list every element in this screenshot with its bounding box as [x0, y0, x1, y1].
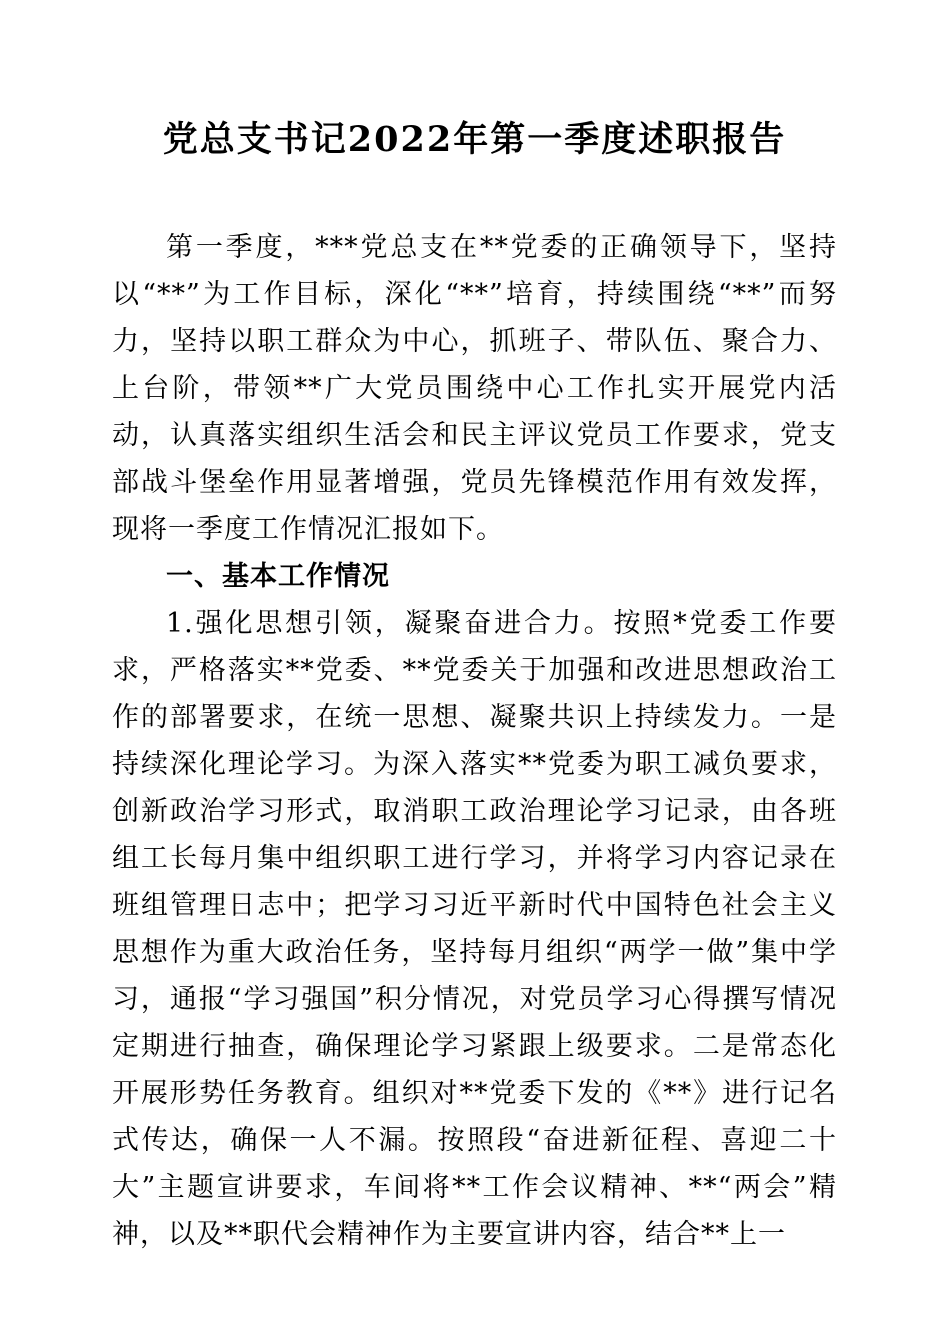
document-title: 党总支书记2022年第一季度述职报告 — [162, 119, 787, 160]
section-heading-basic-work: 一、基本工作情况 — [166, 560, 390, 592]
paragraph-intro: 第一季度，***党总支在**党委的正确领导下，坚持以“**”为工作目标，深化“**”培育，持续围绕“**”而努力，坚持以职工群众为中心，抓班子、带队伍、聚合力、上台阶，带领**广大党员围绕中心工作扎实开展党内活动，认真落实组织生活会和民主评议党员工作要求，党支部战斗堡垒作用显著增强，党员先锋模范作用有效发挥，现将一季度工作情况汇报如下。 — [112, 231, 837, 545]
paragraph-body-1: 1.强化思想引领，凝聚奋进合力。按照*党委工作要求，严格落实**党委、**党委关于加强和改进思想政治工作的部署要求，在统一思想、凝聚共识上持续发力。一是持续深化理论学习。为深入落实**党委为职工减负要求，创新政治学习形式，取消职工政治理论学习记录，由各班组工长每月集中组织职工进行学习，并将学习内容记录在班组管理日志中；把学习习近平新时代中国特色社会主义思想作为重大政治任务，坚持每月组织“两学一做”集中学习，通报“学习强国”积分情况，对党员学习心得撰写情况定期进行抽查，确保理论学习紧跟上级要求。二是常态化开展形势任务教育。组织对**党委下发的《**》进行记名式传达，确保一人不漏。按照段“奋进新征程、喜迎二十大”主题宣讲要求，车间将**工作会议精神、**“两会”精神，以及**职代会精神作为主要宣讲内容，结合**上一 — [112, 607, 837, 1250]
